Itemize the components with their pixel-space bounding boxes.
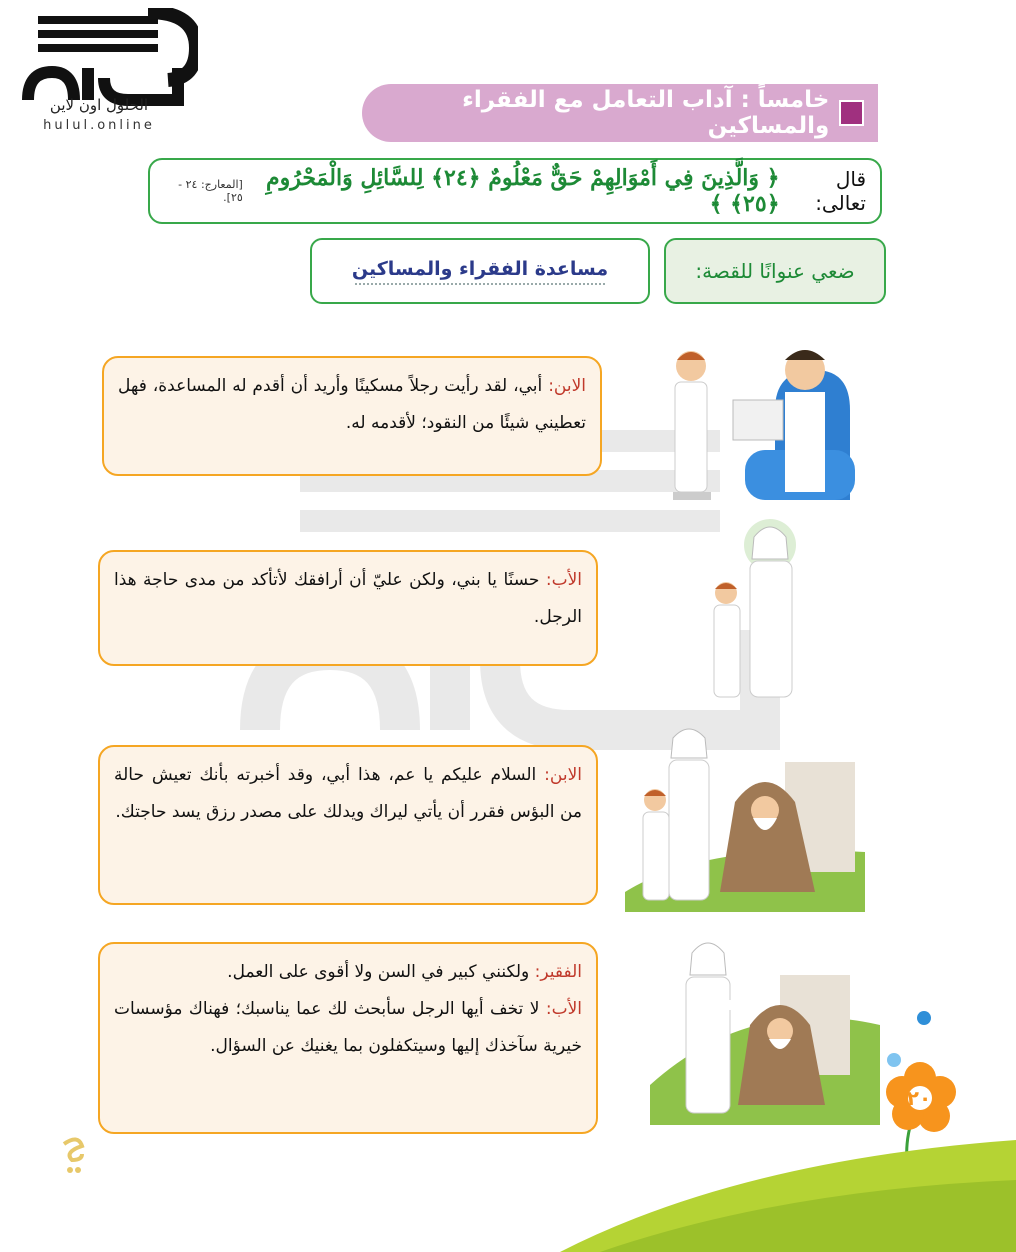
story-title-prompt: ضعي عنوانًا للقصة: xyxy=(695,259,855,283)
answer-dotted-line xyxy=(355,283,605,285)
dialogue-text-2: لا تخف أيها الرجل سأبحث لك عما يناسبك؛ فهناك مؤسسات خيرية سآخذك إليها وسيتكفلون بما يغنيك عن السؤال. xyxy=(114,999,582,1056)
speaker-label: الابن: xyxy=(544,765,582,785)
dialogue-bubble-4 xyxy=(98,942,598,1134)
dialogue-bubble-3 xyxy=(98,745,598,905)
scene-son-asks-father xyxy=(655,330,855,520)
verse-box xyxy=(148,158,882,224)
logo-english-text: hulul.online xyxy=(43,118,155,133)
dialogue-text: ولكنني كبير في السن ولا أقوى على العمل. xyxy=(227,962,530,982)
section-header xyxy=(362,84,878,142)
verse-reference: [المعارج: ٢٤ - ٢٥]. xyxy=(178,178,243,204)
story-title-answer: مساعدة الفقراء والمساكين xyxy=(351,257,609,280)
scene-father-and-son xyxy=(700,515,810,705)
dialogue-text: حسنًا يا بني، ولكن عليّ أن أرافقك لأتأكد من مدى حاجة هذا الرجل. xyxy=(114,570,582,627)
page-corner-icon xyxy=(58,1130,88,1176)
section-title: خامساً : آداب التعامل مع الفقراء والمساكين xyxy=(462,87,830,139)
dialogue-bubble-1 xyxy=(102,356,602,476)
speaker-label: الفقير: xyxy=(534,962,582,982)
scene-visit-poor-man xyxy=(625,722,865,912)
speaker-label: الابن: xyxy=(548,376,587,396)
ground-decoration xyxy=(560,1120,1016,1252)
logo-arabic-text: الحلول اون لاين xyxy=(49,96,149,114)
dialogue-text: أبي، لقد رأيت رجلاً مسكينًا وأريد أن أقدم له المساعدة، فهل تعطيني شيئًا من النقود؛ لأقدمه له. xyxy=(118,376,586,433)
story-title-answer-box[interactable] xyxy=(310,238,650,304)
speaker-label-2: الأب: xyxy=(545,999,582,1019)
dialogue-text: السلام عليكم يا عم، هذا أبي، وقد أخبرته بأنك تعيش حالة من البؤس فقرر أن يأتي ليراك ويدلك على مصدر رزق يسد حاجتك. xyxy=(114,765,582,822)
verse-label: قال تعالى: xyxy=(815,167,866,215)
verse-text: ﴿ وَالَّذِينَ فِي أَمْوَالِهِمْ حَقٌّ مَعْلُومٌ ﴿٢٤﴾ لِلسَّائِلِ وَالْمَحْرُومِ ﴿٢٥﴾ ﴾ xyxy=(265,165,780,217)
story-title-prompt-box xyxy=(664,238,886,304)
scene-father-helps-poor-man xyxy=(650,935,880,1125)
dialogue-bubble-2 xyxy=(98,550,598,666)
speaker-label: الأب: xyxy=(545,570,583,590)
section-square-icon xyxy=(839,100,864,126)
page-number: ٢٠ xyxy=(906,1086,932,1110)
